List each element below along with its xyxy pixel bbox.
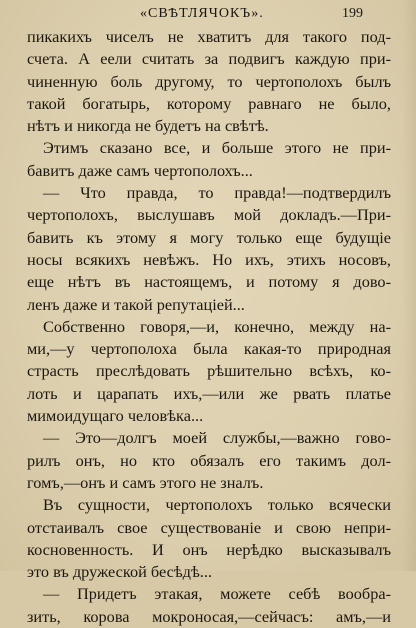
page-edge-shadow <box>402 0 416 571</box>
body-text <box>27 26 391 628</box>
text-line: — Что правда, то правда!—подтвердилъ <box>43 183 391 203</box>
text-line: такой богатырь, которому равнаго не было, <box>27 93 391 113</box>
running-title: «СВѢТЛЯЧОКЪ». <box>140 6 264 21</box>
text-line: еще нѣтъ въ настоящемъ, и потому я дово- <box>27 272 391 292</box>
text-line: это въ дружеской бесѣдѣ... <box>27 562 213 582</box>
text-line: рилъ онъ, но кто обязалъ его такимъ дол- <box>27 450 391 470</box>
text-line: гомъ,—онъ и самъ этого не зналъ. <box>27 472 264 492</box>
text-line: страсть преслѣдовать рѣшительно всѣхъ, ко- <box>27 361 391 381</box>
text-line: Въ сущности, чертополохъ только всячески <box>43 495 391 515</box>
text-line: счета. А еели считать за подвигъ каждую при- <box>27 49 391 69</box>
text-line: чертополохъ, выслушавъ мой докладъ.—При- <box>27 205 391 225</box>
text-line: носы всякихъ невѣжъ. Но ихъ, этихъ носовъ, <box>27 249 391 269</box>
text-line: отстаивалъ свое существованіе и свою непри- <box>27 517 391 537</box>
text-line: бавить къ этому я могу только еще будущіе <box>27 227 391 247</box>
text-line: бавитъ даже самъ чертополохъ... <box>27 160 253 180</box>
text-line: мимоидущаго человѣка... <box>27 406 204 426</box>
page-number: 199 <box>342 6 363 21</box>
text-line: чиненную боль другому, то чертополохъ былъ <box>27 71 391 91</box>
text-line: ми,—у чертополоха была какая-то природная <box>27 339 391 359</box>
text-line: Собственно говоря,—и, конечно, между на- <box>43 316 391 336</box>
text-line: — Придетъ этакая, можете себѣ вообра- <box>43 584 391 604</box>
text-line: нѣтъ и никогда не будетъ на свѣтѣ. <box>27 116 269 136</box>
page-header <box>0 6 416 26</box>
text-line: ленъ даже и такой репутаціей... <box>27 294 245 314</box>
text-line: пикакихъ чиселъ не хватитъ для такого под- <box>27 27 391 46</box>
text-line: косновенность. И онъ нерѣдко высказывалъ <box>27 539 391 559</box>
text-line: — Это—долгъ моей службы,—важно гово- <box>43 428 391 448</box>
text-line: Этимъ сказано все, и больше этого не при- <box>43 138 391 158</box>
text-line: лоть и царапать ихъ,—или же рвать платье <box>27 383 391 403</box>
text-line: зить, корова мокроносая,—сейчасъ: амъ,—и <box>27 606 391 626</box>
